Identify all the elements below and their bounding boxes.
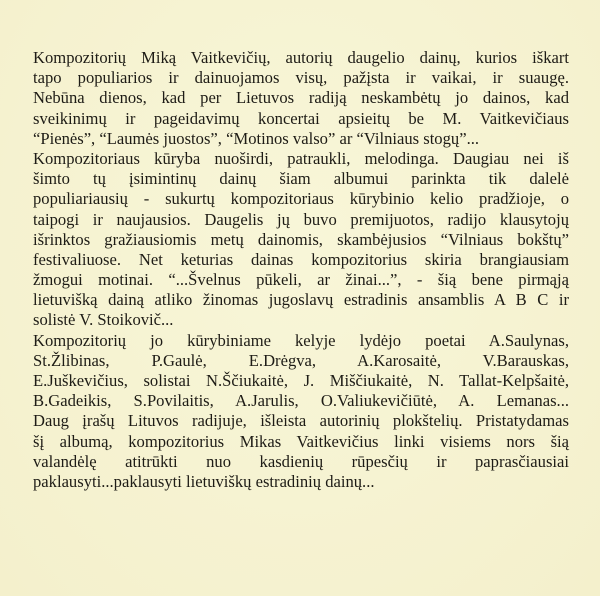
text-line: išrinktos gražiausiomis metų dainomis, skambėjusios “Vilniaus bokštų” bbox=[33, 229, 569, 249]
text-line: Kompozitoriaus kūryba nuoširdi, patraukli, melodinga. Daugiau nei iš bbox=[33, 148, 569, 168]
text-line: populiariausių - sukurtų kompozitoriaus kūrybinio kelio pradžioje, o bbox=[33, 189, 569, 209]
text-line: Kompozitorių jo kūrybiniame kelyje lydėjo poetai A.Saulynas, bbox=[33, 330, 569, 350]
text-line: festivaliuose. Net keturias dainas kompozitorius skiria brangiausiam bbox=[33, 249, 569, 269]
paragraph-creativity bbox=[33, 149, 569, 331]
text-line: Kompozitorių Miką Vaitkevičių, autorių daugelio dainų, kurios iškart bbox=[33, 48, 569, 67]
text-line: taipogi ir naujausios. Daugelis jų buvo premijuotos, radijo klausytojų bbox=[33, 209, 569, 229]
text-line: solistė V. Stoikovič... bbox=[33, 310, 174, 330]
text-line: “Pienės”, “Laumės juostos”, “Motinos valso” ar “Vilniaus stogų”... bbox=[33, 128, 480, 148]
text-line: žmogui motinai. “...Švelnus pūkeli, ar žinai...”, - šią bene pirmąją bbox=[33, 270, 569, 290]
text-line: lietuvišką dainą atliko žinomas jugoslavų estradinis ansamblis A B C ir bbox=[33, 290, 569, 310]
text-line: sveikinimų ir pageidavimų koncertai apsieitų be M. Vaitkevičiaus bbox=[33, 108, 569, 128]
text-line: St.Žlibinas, P.Gaulė, E.Drėgva, A.Karosaitė, V.Barauskas, bbox=[33, 350, 569, 370]
text-line: šimto tų įsimintinų dainų šiam albumui parinkta tik dalelė bbox=[33, 169, 569, 189]
text-line: Daug įrašų Lituvos radijuje, išleista autorinių plokštelių. Pristatydamas bbox=[33, 411, 569, 431]
text-line: Nebūna dienos, kad per Lietuvos radiją neskambėtų jo dainos, kad bbox=[33, 88, 569, 108]
text-line: valandėlę atitrūkti nuo kasdienių rūpesčių ir paprasčiausiai bbox=[33, 451, 569, 471]
paragraph-intro bbox=[33, 48, 569, 149]
text-line: E.Juškevičius, solistai N.Ščiukaitė, J. Miščiukaitė, N. Tallat-Kelpšaitė, bbox=[33, 371, 569, 390]
text-block bbox=[33, 48, 569, 492]
paragraph-collaborators bbox=[33, 331, 569, 493]
text-line: šį albumą, kompozitorius Mikas Vaitkevičius linki visiems nors šią bbox=[33, 431, 569, 451]
text-line: B.Gadeikis, S.Povilaitis, A.Jarulis, O.Valiukevičiūtė, A. Lemanas... bbox=[33, 391, 569, 411]
text-line: paklausyti...paklausyti lietuviškų estradinių dainų... bbox=[33, 471, 375, 491]
text-line: tapo populiarios ir dainuojamos visų, pažįsta ir vaikai, ir suaugę. bbox=[33, 68, 569, 88]
